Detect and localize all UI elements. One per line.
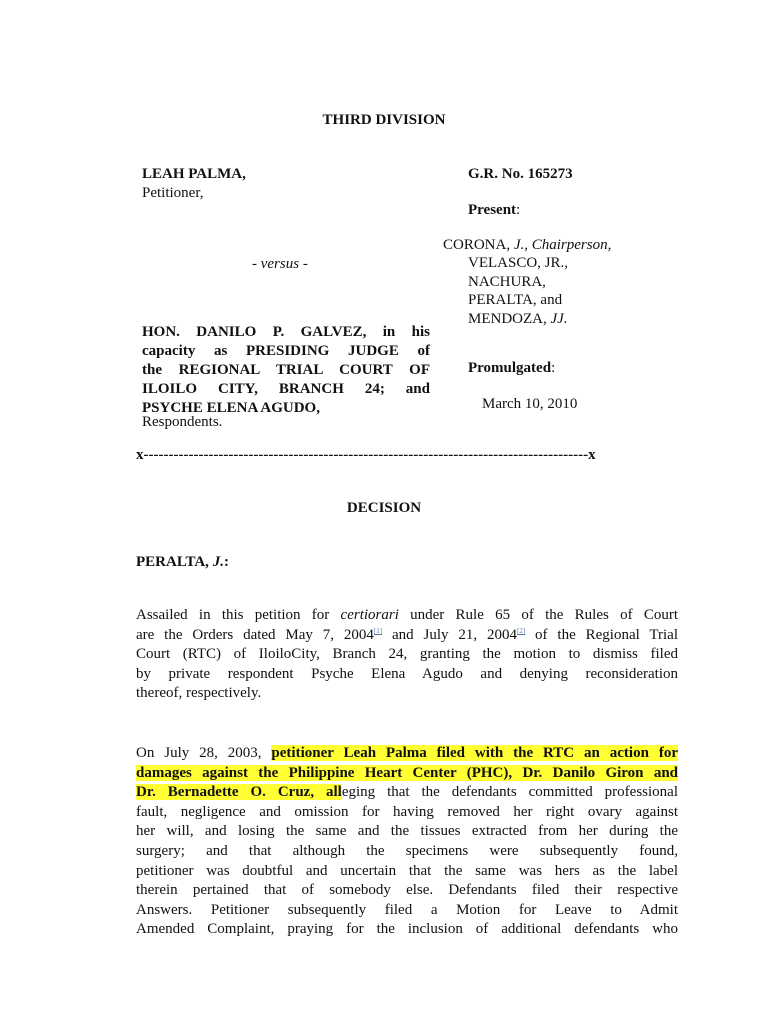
present-label: Present [468,202,517,218]
versus-text: - versus - [252,256,308,272]
ponente-name: PERALTA, [136,554,213,570]
promulgated-colon: : [551,360,556,376]
respondents-line: capacity as PRESIDING JUDGE of [142,343,430,359]
chair-title: J., Chairperson, [513,237,612,253]
petitioner-name: LEAH PALMA, [142,166,246,182]
respondents-role: Respondents. [142,414,223,430]
text-run: are the Orders dated May 7, 2004 [136,626,374,643]
italic-term: certiorari [340,607,399,623]
present-colon: : [516,202,521,218]
paragraph-line [136,764,678,784]
paragraph-line: fault, negligence and omission for having removed her right ovary against [136,803,678,820]
respondents-line: ILOILO CITY, BRANCH 24; and [142,381,430,397]
bench-member-name: MENDOZA, [468,310,551,327]
paragraph-2 [136,744,678,940]
bench-member: NACHURA, [468,273,546,290]
footnote-link-2[interactable]: [2] [517,626,526,635]
separator-line: x-----------------------------------------------------------------------------------------x [136,447,596,463]
text-run: eging that the defendants committed professional [341,784,678,801]
text-run: On July 28, 2003, [136,745,272,761]
paragraph-line: by private respondent Psyche Elena Agudo and denying reconsideration [136,665,678,682]
paragraph-line: Amended Complaint, praying for the inclusion of additional defendants who [136,921,678,938]
paragraph-line [136,783,678,803]
paragraph-line: Court (RTC) of IloiloCity, Branch 24, granting the motion to dismiss filed [136,646,678,663]
petitioner-role: Petitioner, [142,185,204,201]
division-heading: THIRD DIVISION [322,112,446,128]
paragraph-line: therein pertained that of somebody else. Defendants filed their respective [136,882,678,899]
highlighted-text: Dr. Bernadette O. Cruz, all [136,784,342,801]
ponente-colon: : [223,554,229,570]
bench-member: VELASCO, JR., [468,255,569,271]
footnote-link-1[interactable]: [1] [373,626,383,635]
ponente-suffix: J. [212,554,224,570]
text-run: under Rule 65 of the Rules of Court [398,607,678,623]
chair-name: CORONA, [443,237,514,253]
text-run: Assailed in this petition for [136,607,341,623]
bench-member-last [468,310,568,329]
respondents-line: the REGIONAL TRIAL COURT OF [142,362,430,378]
respondents-line: PSYCHE ELENA AGUDO, [142,400,320,416]
bench-chair [443,236,611,255]
highlighted-text: damages against the Philippine Heart Center (PHC), Dr. Danilo Giron and [136,764,678,781]
paragraph-line: her will, and losing the same and the tissues extracted from her during the [136,823,678,840]
paragraph-line [136,626,678,646]
paragraph-line: thereof, respectively. [136,685,262,702]
paragraph-line: surgery; and that although the specimens were subsequently found, [136,842,678,859]
paragraph-line [136,606,678,626]
decision-title: DECISION [346,500,422,516]
paragraph-line [136,744,678,764]
text-run: of the Regional Trial [525,626,678,643]
ponente-line [136,553,229,572]
promulgated-label: Promulgated [468,360,552,376]
paragraph-line: petitioner was doubtful and uncertain that the same was hers as the label [136,862,678,879]
bench-member: PERALTA, and [468,292,563,308]
bench-members [468,254,568,328]
gr-number: G.R. No. 165273 [468,166,573,182]
text-run: and July 21, 2004 [382,626,517,643]
versus-label [252,255,308,274]
respondents-block [142,323,430,418]
respondents-line: HON. DANILO P. GALVEZ, in his [142,324,430,340]
paragraph-1 [136,606,678,704]
present-heading [468,201,520,220]
promulgated-heading [468,359,555,378]
highlighted-text: petitioner Leah Palma filed with the RTC an action for [271,745,678,761]
bench-member-suffix: JJ. [550,310,568,327]
paragraph-line: Answers. Petitioner subsequently filed a Motion for Leave to Admit [136,901,678,918]
promulgated-date: March 10, 2010 [482,396,578,412]
